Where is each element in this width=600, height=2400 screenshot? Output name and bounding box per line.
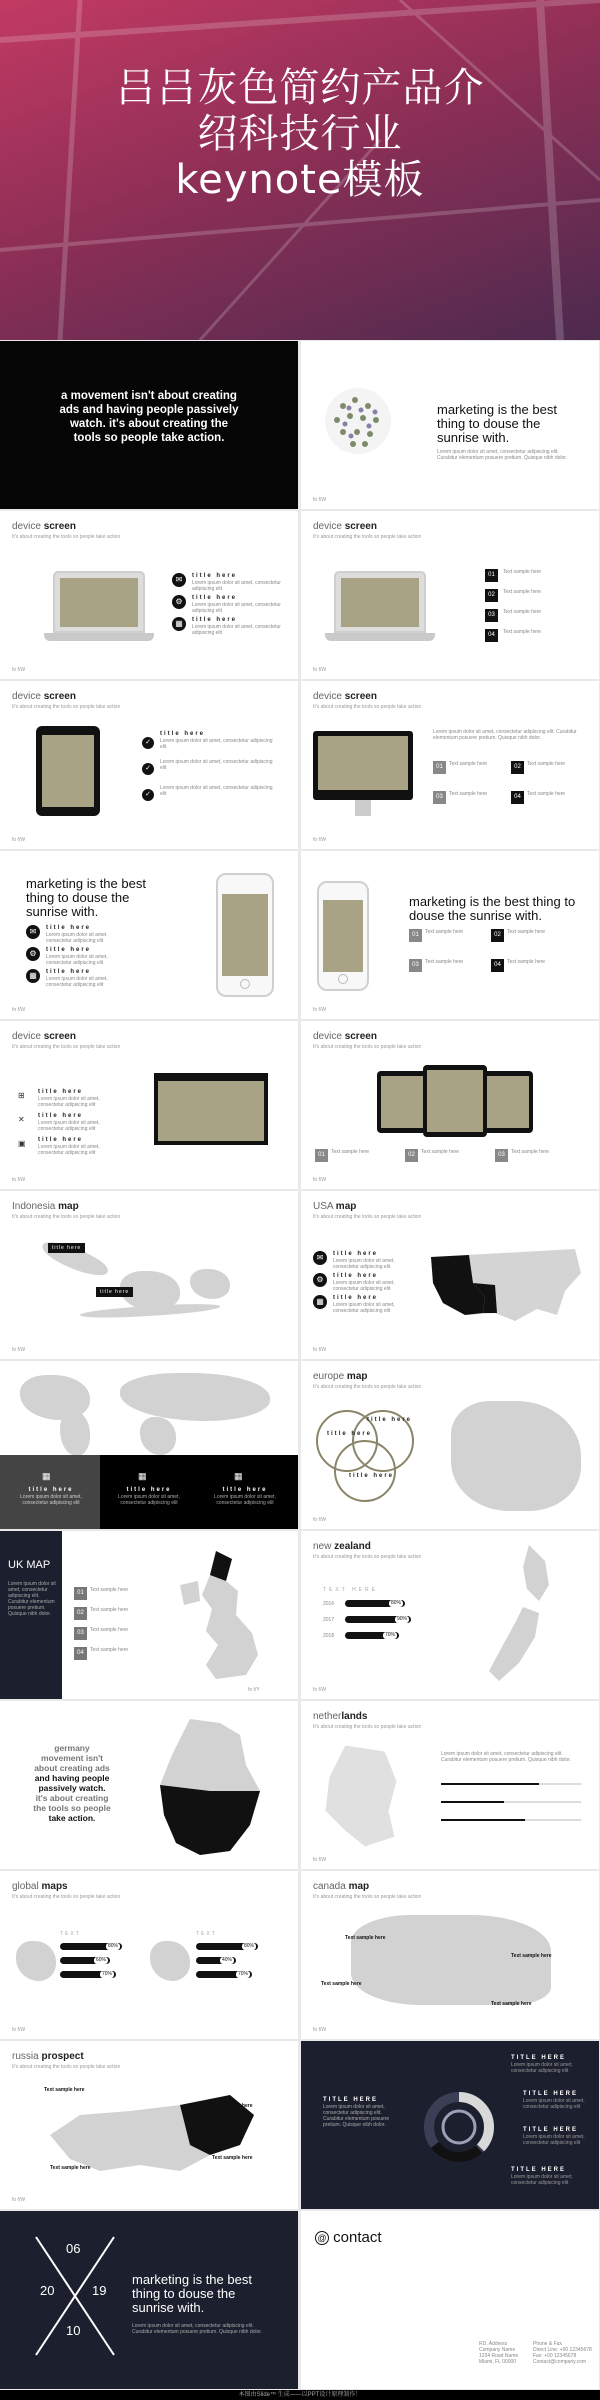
page-number: fo f/W	[313, 497, 327, 503]
right-text: TITLE HERE Lorem ipsum dolor sit amet, consectetur adipiscing elit	[511, 2167, 573, 2186]
step-text: Text sample here	[511, 1149, 550, 1155]
uk-map-graphic	[176, 1545, 276, 1685]
info-panel	[100, 1455, 298, 1529]
slide-uk-map	[0, 1531, 298, 1699]
page-number: fo f/W	[313, 1177, 327, 1183]
grid-icon: ▦	[26, 969, 40, 983]
slide-device-laptop-2	[301, 511, 599, 679]
contact-title: @ contact	[315, 2229, 382, 2246]
slide-subtitle: It's about creating the tools so people take action	[313, 704, 422, 710]
step-badge: 03	[495, 1149, 508, 1162]
slide-title: global maps	[12, 1881, 68, 1892]
slide-device-laptop-1	[0, 511, 298, 679]
check-item: Lorem ipsum dolor sit amet, consectetur adipiscing elit	[160, 785, 273, 797]
step-text: Text sample here	[90, 1627, 129, 1633]
slide-netherlands	[301, 1701, 599, 1869]
grid-icon: ▦	[313, 1295, 327, 1309]
step-badge: 02	[485, 589, 498, 602]
slide-global-maps	[0, 1871, 298, 2039]
gear-icon: ⚙	[313, 1273, 327, 1287]
step-badge: 01	[433, 761, 446, 774]
slide-contact	[301, 2211, 599, 2389]
monitor-intro: Lorem ipsum dolor sit amet, consectetur adipiscing elit. Curabitur elementum posuere pretium. Quisque nibh dolor.	[433, 729, 577, 741]
progress-bar: 80%	[196, 1943, 258, 1950]
feature-item: title here Lorem ipsum dolor sit amet, consectetur adipiscing elit	[333, 1295, 395, 1314]
check-item: Lorem ipsum dolor sit amet, consectetur adipiscing elit	[160, 759, 273, 771]
grid-icon: ⊞	[18, 1091, 25, 1100]
feature-item: title here Lorem ipsum dolor sit amet, consectetur adipiscing elit	[46, 947, 108, 966]
contact-phone: Phone & Fax Direct Line: +00 12345678 Fax: +00 12345678 Contact@company.com	[533, 2341, 592, 2365]
right-text: TITLE HERE Lorem ipsum dolor sit amet, consectetur adipiscing elit	[511, 2055, 573, 2074]
date-digit: 19	[92, 2283, 107, 2298]
step-text: Text sample here	[425, 929, 464, 935]
step-text: Text sample here	[503, 609, 542, 615]
grid-icon: ▦	[234, 1471, 243, 1481]
quote-text: a movement isn't about creating ads and having people passively watch. it's about creating the tools so people take action.	[59, 390, 239, 444]
layers-icon: ▣	[18, 1139, 26, 1148]
feature-item: title here Lorem ipsum dolor sit amet, consectetur adipiscing elit	[192, 595, 281, 614]
map-callout: Text sample here	[345, 1935, 386, 1941]
page-number: fo f/W	[12, 1007, 26, 1013]
step-badge: 01	[409, 929, 422, 942]
germany-map-graphic	[150, 1715, 270, 1860]
slide-device-monitor	[301, 681, 599, 849]
slide-subtitle: It's about creating the tools so people take action	[12, 1894, 121, 1900]
map-callout: Text sample here	[511, 1953, 552, 1959]
map-callout: Text sample here	[321, 1981, 362, 1987]
marketing-title: marketing is the best thing to douse the sunrise with.	[132, 2272, 252, 2315]
venn-label: title here	[349, 1473, 395, 1479]
step-text: Text sample here	[507, 959, 546, 965]
progress-bar: 70%	[345, 1632, 399, 1639]
netherlands-map-graphic	[315, 1741, 405, 1851]
phone-mockup	[216, 873, 274, 997]
step-badge: 03	[433, 791, 446, 804]
slide-subtitle: It's about creating the tools so people take action	[313, 1214, 422, 1220]
gear-icon: ⚙	[172, 595, 186, 609]
group-label: TEXT	[196, 1931, 217, 1937]
step-text: Text sample here	[449, 791, 488, 797]
slide-subtitle: It's about creating the tools so people take action	[313, 1384, 422, 1390]
netherlands-text: Lorem ipsum dolor sit amet, consectetur adipiscing elit. Curabitur elementum posuere pretium. Quisque nibh dolor.	[441, 1751, 572, 1763]
step-badge: 04	[511, 791, 524, 804]
contact-address: RD. Address Company Name 1234 Road Name Miami, FL 00000	[479, 2341, 519, 2365]
laptop-mockup	[325, 571, 435, 641]
step-badge: 02	[74, 1607, 87, 1620]
slide-title: device screen	[12, 521, 76, 532]
slide-title: canada map	[313, 1881, 370, 1892]
grid-icon: ▦	[172, 617, 186, 631]
slide-subtitle: It's about creating the tools so people take action	[313, 1044, 422, 1050]
marketing-body: Lorem ipsum dolor sit amet, consectetur adipiscing elit. Curabitur elementum posuere pretium. Quisque nibh dolor.	[132, 2323, 263, 2335]
slide-date-marketing	[0, 2211, 298, 2389]
tablet-mockup	[36, 726, 100, 816]
chat-icon: ✉	[172, 573, 186, 587]
date-digit: 20	[40, 2283, 55, 2298]
map-label: title here	[96, 1287, 133, 1297]
step-text: Text sample here	[425, 959, 464, 965]
cover-title: 吕吕灰色简约产品介 绍科技行业 keynote模板	[115, 65, 485, 203]
slide-indonesia-map	[0, 1191, 298, 1359]
progress-bar: 70%	[196, 1971, 252, 1978]
people-cluster-graphic	[323, 386, 393, 456]
check-icon: ✓	[142, 789, 154, 801]
tablet-mockup	[483, 1071, 533, 1133]
nz-map-graphic	[479, 1541, 589, 1691]
step-text: Text sample here	[527, 761, 566, 767]
tablet-mockup	[423, 1065, 487, 1137]
info-text: title here Lorem ipsum dolor sit amet, consectetur adipiscing elit	[214, 1487, 276, 1506]
feature-item: title here Lorem ipsum dolor sit amet, consectetur adipiscing elit	[333, 1251, 395, 1270]
slide-marketing-people	[301, 341, 599, 509]
marketing-title: marketing is the best thing to douse the sunrise with.	[26, 876, 146, 919]
slide-title: new zealand	[313, 1541, 371, 1552]
bar-year: 2017	[323, 1617, 335, 1623]
slide-title: Indonesia map	[12, 1201, 79, 1212]
progress-track	[441, 1819, 581, 1821]
slide-subtitle: It's about creating the tools so people take action	[12, 1214, 121, 1220]
slide-phone-features	[0, 851, 298, 1019]
grid-icon: ▦	[42, 1471, 51, 1481]
laptop-mockup	[44, 571, 154, 641]
slide-subtitle: It's about creating the tools so people take action	[12, 2064, 121, 2070]
step-badge: 02	[491, 929, 504, 942]
page-number: fo f/W	[12, 2027, 26, 2033]
step-text: Text sample here	[90, 1587, 129, 1593]
slide-title: netherlands	[313, 1711, 368, 1722]
tablet-mockup	[377, 1071, 427, 1133]
phone-mockup	[317, 881, 369, 991]
step-badge: 04	[485, 629, 498, 642]
slide-subtitle: It's about creating the tools so people take action	[313, 534, 422, 540]
europe-shape	[451, 1401, 581, 1511]
slide-donut-infographic	[301, 2041, 599, 2209]
marketing-body: Lorem ipsum dolor sit amet, consectetur adipiscing elit. Curabitur elementum posuere pretium. Quisque nibh dolor.	[437, 449, 568, 461]
slide-title: device screen	[12, 691, 76, 702]
info-panel	[0, 1455, 100, 1529]
side-panel	[0, 1531, 62, 1699]
step-badge: 01	[315, 1149, 328, 1162]
date-digit: 10	[66, 2323, 81, 2338]
slide-subtitle: It's about creating the tools so people take action	[313, 1554, 422, 1560]
germany-quote: germany movement isn't about creating ads and having people passively watch. it's about creating the tools so people take action.	[33, 1743, 111, 1823]
venn-label: title here	[327, 1431, 373, 1437]
venn-diagram	[311, 1397, 421, 1507]
check-item: title here Lorem ipsum dolor sit amet, consectetur adipiscing elit	[160, 731, 273, 750]
step-badge: 03	[485, 609, 498, 622]
feature-item: title here Lorem ipsum dolor sit amet, consectetur adipiscing elit	[192, 617, 281, 636]
right-text: TITLE HERE Lorem ipsum dolor sit amet, consectetur adipiscing elit	[523, 2127, 585, 2146]
continent-shape	[60, 1411, 90, 1456]
map-callout: Text sample here	[212, 2155, 253, 2161]
step-text: Text sample here	[503, 589, 542, 595]
continent-shape	[150, 1941, 190, 1981]
expand-icon: ✕	[18, 1115, 25, 1124]
continent-shape	[16, 1941, 56, 1981]
slide-device-tablets	[301, 1021, 599, 1189]
slide-device-tablet	[0, 681, 298, 849]
step-text: Text sample here	[507, 929, 546, 935]
page-number: fo f/W	[12, 837, 26, 843]
progress-bar: 40%	[196, 1957, 236, 1964]
page-number: fo f/W	[12, 2197, 26, 2203]
venn-label: title here	[367, 1417, 413, 1423]
map-label: title here	[48, 1243, 85, 1253]
step-badge: 01	[74, 1587, 87, 1600]
slide-europe-map	[301, 1361, 599, 1529]
step-badge: 04	[491, 959, 504, 972]
continent-shape	[120, 1373, 270, 1421]
feature-item: title here Lorem ipsum dolor sit amet, consectetur adipiscing elit	[38, 1089, 100, 1108]
progress-track	[441, 1783, 581, 1785]
map-callout: Text sample here	[491, 2001, 532, 2007]
page-number: fo f/W	[313, 667, 327, 673]
feature-item: title here Lorem ipsum dolor sit amet, consectetur adipiscing elit	[38, 1137, 100, 1156]
slide-canada-map	[301, 1871, 599, 2039]
slide-title: device screen	[313, 1031, 377, 1042]
step-text: Text sample here	[503, 569, 542, 575]
slide-subtitle: It's about creating the tools so people take action	[12, 534, 121, 540]
slide-title: USA map	[313, 1201, 357, 1212]
step-badge: 02	[511, 761, 524, 774]
step-badge: 02	[405, 1149, 418, 1162]
step-text: Text sample here	[90, 1607, 129, 1613]
slide-new-zealand	[301, 1531, 599, 1699]
monitor-mockup	[313, 731, 413, 816]
chart-label: TEXT HERE	[323, 1587, 378, 1593]
group-label: TEXT	[60, 1931, 81, 1937]
donut-chart	[421, 2089, 497, 2165]
step-text: Text sample here	[503, 629, 542, 635]
slide-russia	[0, 2041, 298, 2209]
slide-subtitle: It's about creating the tools so people take action	[313, 1724, 422, 1730]
page-number: fo f/W	[12, 1177, 26, 1183]
chat-icon: ✉	[313, 1251, 327, 1265]
slide-subtitle: It's about creating the tools so people take action	[313, 1894, 422, 1900]
step-badge: 03	[409, 959, 422, 972]
island-shape	[190, 1269, 230, 1299]
slide-phone-steps	[301, 851, 599, 1019]
bar-year: 2018	[323, 1633, 335, 1639]
slide-world-map	[0, 1361, 298, 1529]
progress-bar: 80%	[60, 1943, 122, 1950]
page-number: fo f/Y	[248, 1687, 260, 1693]
page-number: fo f/W	[12, 667, 26, 673]
slide-subtitle: It's about creating the tools so people take action	[12, 1044, 121, 1050]
slide-quote	[0, 341, 298, 509]
step-text: Text sample here	[90, 1647, 129, 1653]
bar-year: 2016	[323, 1601, 335, 1607]
left-text: TITLE HERE Lorem ipsum dolor sit amet, consectetur adipiscing elit. Curabitur elementum posuere pretium. Quisque nibh dolor.	[323, 2097, 390, 2128]
map-callout: Text sample here	[212, 2103, 253, 2109]
continent-shape	[140, 1417, 176, 1455]
slide-germany	[0, 1701, 298, 1869]
gear-icon: ⚙	[26, 947, 40, 961]
page-number: fo f/W	[313, 1007, 327, 1013]
page-number: fo f/W	[313, 1347, 327, 1353]
step-text: Text sample here	[421, 1149, 460, 1155]
cover-banner	[0, 0, 600, 340]
check-icon: ✓	[142, 763, 154, 775]
step-badge: 03	[74, 1627, 87, 1640]
date-digit: 06	[66, 2241, 81, 2256]
slide-usa-map	[301, 1191, 599, 1359]
map-callout: Text sample here	[44, 2087, 85, 2093]
map-callout: Text sample here	[50, 2165, 91, 2171]
side-text: Lorem ipsum dolor sit amet, consectetur adipiscing elit. Curabitur elementum posuere pretium. Quisque nibh dolor.	[8, 1581, 56, 1617]
grid-icon: ▦	[138, 1471, 147, 1481]
page-number: fo f/W	[12, 1347, 26, 1353]
slide-title: UK MAP	[8, 1559, 51, 1571]
page-number: fo f/W	[313, 1857, 327, 1863]
step-badge: 01	[485, 569, 498, 582]
canada-shape	[351, 1915, 551, 2005]
browser-mockup	[154, 1073, 268, 1145]
slide-title: russia prospect	[12, 2051, 84, 2062]
feature-item: title here Lorem ipsum dolor sit amet, consectetur adipiscing elit	[192, 573, 281, 592]
feature-item: title here Lorem ipsum dolor sit amet, consectetur adipiscing elit	[46, 925, 108, 944]
progress-bar: 70%	[60, 1971, 116, 1978]
info-text: title here Lorem ipsum dolor sit amet, consectetur adipiscing elit	[20, 1487, 82, 1506]
page-number: fo f/W	[313, 837, 327, 843]
progress-track	[441, 1801, 581, 1803]
slide-title: device screen	[313, 521, 377, 532]
slide-title: europe map	[313, 1371, 368, 1382]
feature-item: title here Lorem ipsum dolor sit amet, consectetur adipiscing elit	[333, 1273, 395, 1292]
info-text: title here Lorem ipsum dolor sit amet, consectetur adipiscing elit	[118, 1487, 180, 1506]
chat-icon: ✉	[26, 925, 40, 939]
usa-map-graphic	[425, 1243, 585, 1333]
contact-icon: @	[315, 2231, 329, 2245]
progress-bar: 60%	[60, 1957, 110, 1964]
feature-item: title here Lorem ipsum dolor sit amet, consectetur adipiscing elit	[38, 1113, 100, 1132]
step-text: Text sample here	[527, 791, 566, 797]
step-badge: 04	[74, 1647, 87, 1660]
slide-title: device screen	[12, 1031, 76, 1042]
page-number: fo f/W	[313, 2027, 327, 2033]
slide-device-browser	[0, 1021, 298, 1189]
check-icon: ✓	[142, 737, 154, 749]
feature-item: title here Lorem ipsum dolor sit amet, consectetur adipiscing elit	[46, 969, 108, 988]
progress-bar: 80%	[345, 1600, 405, 1607]
marketing-title: marketing is the best thing to douse the sunrise with.	[437, 402, 557, 445]
step-text: Text sample here	[331, 1149, 370, 1155]
page-number: fo f/W	[313, 1517, 327, 1523]
footer-bar: 本图由Slide™ 生成——以PPT设计原理制作！	[0, 2390, 600, 2400]
progress-bar: 90%	[345, 1616, 411, 1623]
slide-subtitle: It's about creating the tools so people take action	[12, 704, 121, 710]
marketing-title: marketing is the best thing to douse the sunrise with.	[409, 894, 576, 923]
page-number: fo f/W	[313, 1687, 327, 1693]
slide-title: device screen	[313, 691, 377, 702]
step-text: Text sample here	[449, 761, 488, 767]
right-text: TITLE HERE Lorem ipsum dolor sit amet, consectetur adipiscing elit	[523, 2091, 585, 2110]
